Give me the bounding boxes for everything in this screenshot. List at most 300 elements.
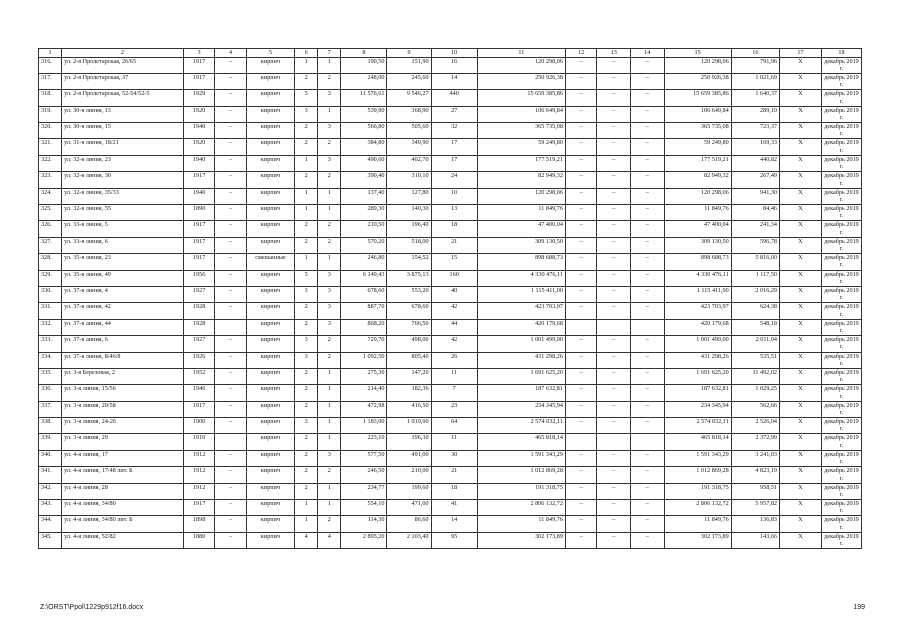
limit-cost-cell: Х (780, 319, 822, 335)
row-number-cell: 322. (39, 155, 62, 171)
year-renovated-cell: – (215, 336, 246, 352)
address-cell: ул. 37-я линия, 44 (62, 319, 184, 335)
table-row (39, 467, 862, 483)
header-row (39, 49, 862, 58)
completion-date-cell: декабрь 2019 г. (822, 172, 862, 188)
budget-share-2-cell: – (630, 401, 664, 417)
year-renovated-cell: – (215, 532, 246, 548)
year-built-cell: 1910 (183, 434, 214, 450)
row-number-cell: 340. (39, 450, 62, 466)
table-row (39, 418, 862, 434)
floors-cell: 1 (295, 57, 318, 73)
residents-cell: 18 (431, 483, 477, 499)
year-renovated-cell: – (215, 500, 246, 516)
fund-share-cell: – (565, 57, 596, 73)
owners-share-cell: 106 649,84 (664, 106, 731, 122)
living-area-cell: 368,90 (387, 106, 431, 122)
completion-date-cell: декабрь 2019 г. (822, 516, 862, 532)
completion-date-cell: декабрь 2019 г. (822, 188, 862, 204)
floors-cell: 3 (295, 336, 318, 352)
row-number-cell: 344. (39, 516, 62, 532)
unit-cost-cell: 1 117,50 (731, 270, 779, 286)
living-area-cell: 86,60 (387, 516, 431, 532)
completion-date-cell: декабрь 2019 г. (822, 352, 862, 368)
floors-cell: 2 (295, 434, 318, 450)
table-row (39, 286, 862, 302)
year-built-cell: 1900 (183, 418, 214, 434)
floors-cell: 1 (295, 516, 318, 532)
table-row (39, 319, 862, 335)
year-built-cell: 1898 (183, 516, 214, 532)
floors-cell: 2 (295, 172, 318, 188)
total-cost-cell: 302 173,89 (477, 532, 565, 548)
budget-share-2-cell: – (630, 254, 664, 270)
column-number-header: 16 (731, 49, 779, 58)
budget-share-1-cell (597, 434, 631, 450)
budget-share-1-cell: – (597, 221, 631, 237)
total-cost-cell: 106 649,84 (477, 106, 565, 122)
budget-share-1-cell: – (597, 90, 631, 106)
total-cost-cell: 191 318,75 (477, 483, 565, 499)
total-cost-cell: 420 179,68 (477, 319, 565, 335)
row-number-cell: 342. (39, 483, 62, 499)
unit-cost-cell: 267,49 (731, 172, 779, 188)
year-renovated-cell: – (215, 221, 246, 237)
table-row (39, 123, 862, 139)
table-row (39, 401, 862, 417)
total-area-cell: 246,50 (341, 467, 387, 483)
row-number-cell: 336. (39, 385, 62, 401)
table-row (39, 237, 862, 253)
completion-date-cell: декабрь 2019 г. (822, 221, 862, 237)
year-built-cell: 1917 (183, 73, 214, 89)
budget-share-2-cell: – (630, 123, 664, 139)
floors-cell: 2 (295, 237, 318, 253)
living-area-cell: 505,60 (387, 123, 431, 139)
completion-date-cell: декабрь 2019 г. (822, 450, 862, 466)
address-cell: ул. 33-я линия, 5 (62, 221, 184, 237)
row-number-cell: 319. (39, 106, 62, 122)
table-row (39, 188, 862, 204)
year-built-cell: 1917 (183, 254, 214, 270)
total-cost-cell: 2 574 032,11 (477, 418, 565, 434)
total-area-cell: 289,30 (341, 205, 387, 221)
unit-cost-cell: 241,34 (731, 221, 779, 237)
completion-date-cell: декабрь 2019 г. (822, 418, 862, 434)
budget-share-1-cell: – (597, 401, 631, 417)
floors-cell: 2 (295, 483, 318, 499)
address-cell: ул. 35-я линия, 49 (62, 270, 184, 286)
address-cell: ул. 35-я линия, 23 (62, 254, 184, 270)
year-renovated-cell: – (215, 237, 246, 253)
fund-share-cell: – (565, 221, 596, 237)
budget-share-1-cell (597, 319, 631, 335)
entrances-cell: 3 (318, 286, 341, 302)
column-number-header: 17 (780, 49, 822, 58)
budget-share-2-cell: – (630, 483, 664, 499)
total-cost-cell: 4 330 476,11 (477, 270, 565, 286)
limit-cost-cell: Х (780, 155, 822, 171)
owners-share-cell: 431 298,26 (664, 352, 731, 368)
limit-cost-cell: Х (780, 467, 822, 483)
living-area-cell: 196,30 (387, 434, 431, 450)
total-area-cell: 1 183,00 (341, 418, 387, 434)
budget-share-2-cell: – (630, 352, 664, 368)
floors-cell: 2 (295, 450, 318, 466)
unit-cost-cell: 562,66 (731, 401, 779, 417)
total-cost-cell: 898 688,73 (477, 254, 565, 270)
completion-date-cell: декабрь 2019 г. (822, 385, 862, 401)
address-cell: ул. 32-я линия, 35/33 (62, 188, 184, 204)
wall-material-cell: кирпич (246, 270, 294, 286)
living-area-cell: 416,50 (387, 401, 431, 417)
owners-share-cell: 177 519,21 (664, 155, 731, 171)
row-number-cell: 316. (39, 57, 62, 73)
completion-date-cell: декабрь 2019 г. (822, 319, 862, 335)
floors-cell: 3 (295, 106, 318, 122)
column-number-header: 2 (62, 49, 184, 58)
completion-date-cell: декабрь 2019 г. (822, 368, 862, 384)
total-area-cell: 248,00 (341, 73, 387, 89)
year-renovated-cell: – (215, 483, 246, 499)
owners-share-cell: 465 818,14 (664, 434, 731, 450)
table-row (39, 106, 862, 122)
budget-share-2-cell: – (630, 516, 664, 532)
living-area-cell: 3 875,13 (387, 270, 431, 286)
total-cost-cell: 309 130,50 (477, 237, 565, 253)
limit-cost-cell: Х (780, 237, 822, 253)
limit-cost-cell: Х (780, 336, 822, 352)
table-row (39, 336, 862, 352)
budget-share-2-cell: – (630, 270, 664, 286)
fund-share-cell: – (565, 516, 596, 532)
year-renovated-cell: – (215, 123, 246, 139)
unit-cost-cell: 3 241,03 (731, 450, 779, 466)
budget-share-1-cell: – (597, 500, 631, 516)
address-cell: ул. 4-я линия, 52/82 (62, 532, 184, 548)
entrances-cell: 3 (318, 123, 341, 139)
owners-share-cell: 898 688,73 (664, 254, 731, 270)
limit-cost-cell: Х (780, 434, 822, 450)
budget-share-1-cell: – (597, 205, 631, 221)
table-row (39, 221, 862, 237)
entrances-cell: 1 (318, 57, 341, 73)
total-cost-cell: 1 012 869,28 (477, 467, 565, 483)
table-row (39, 270, 862, 286)
address-program-table (38, 48, 862, 549)
entrances-cell: 3 (318, 155, 341, 171)
column-number-header: 7 (318, 49, 341, 58)
residents-cell: 16 (431, 57, 477, 73)
total-area-cell: 729,70 (341, 336, 387, 352)
unit-cost-cell: 84,46 (731, 205, 779, 221)
wall-material-cell: кирпич (246, 73, 294, 89)
limit-cost-cell: Х (780, 221, 822, 237)
wall-material-cell: кирпич (246, 336, 294, 352)
wall-material-cell: кирпич (246, 205, 294, 221)
column-number-header: 10 (431, 49, 477, 58)
budget-share-1-cell: – (597, 303, 631, 319)
total-cost-cell: 187 632,81 (477, 385, 565, 401)
column-number-header: 18 (822, 49, 862, 58)
wall-material-cell: кирпич (246, 401, 294, 417)
year-built-cell: 1927 (183, 336, 214, 352)
table-row (39, 172, 862, 188)
column-number-header: 5 (246, 49, 294, 58)
unit-cost-cell: 624,38 (731, 303, 779, 319)
entrances-cell: 1 (318, 483, 341, 499)
residents-cell: 27 (431, 106, 477, 122)
entrances-cell: 1 (318, 205, 341, 221)
table-row (39, 450, 862, 466)
limit-cost-cell: Х (780, 106, 822, 122)
unit-cost-cell: 136,83 (731, 516, 779, 532)
wall-material-cell: кирпич (246, 123, 294, 139)
table-row (39, 352, 862, 368)
completion-date-cell: декабрь 2019 г. (822, 139, 862, 155)
living-area-cell: 805,40 (387, 352, 431, 368)
budget-share-1-cell: – (597, 106, 631, 122)
budget-share-2-cell: – (630, 172, 664, 188)
unit-cost-cell: 440,82 (731, 155, 779, 171)
living-area-cell: 518,00 (387, 237, 431, 253)
wall-material-cell: кирпич (246, 286, 294, 302)
address-cell: ул. 30-я линия, 13 (62, 106, 184, 122)
residents-cell: 44 (431, 319, 477, 335)
budget-share-2-cell: – (630, 205, 664, 221)
floors-cell: 2 (295, 467, 318, 483)
fund-share-cell: – (565, 188, 596, 204)
wall-material-cell: кирпич (246, 467, 294, 483)
address-cell: ул. 4-я линия, 17/48 лит. Б (62, 467, 184, 483)
total-area-cell: 234,77 (341, 483, 387, 499)
fund-share-cell: – (565, 270, 596, 286)
fund-share-cell: – (565, 401, 596, 417)
entrances-cell: 1 (318, 434, 341, 450)
total-area-cell: 275,30 (341, 368, 387, 384)
entrances-cell: 2 (318, 352, 341, 368)
wall-material-cell: кирпич (246, 516, 294, 532)
address-cell: ул. 37-я линия, 6 (62, 336, 184, 352)
budget-share-1-cell: – (597, 155, 631, 171)
floors-cell: 1 (295, 155, 318, 171)
completion-date-cell: декабрь 2019 г. (822, 57, 862, 73)
total-area-cell: 114,30 (341, 516, 387, 532)
column-number-header: 15 (664, 49, 731, 58)
residents-cell: 17 (431, 155, 477, 171)
limit-cost-cell: Х (780, 418, 822, 434)
residents-cell: 95 (431, 532, 477, 548)
fund-share-cell (565, 319, 596, 335)
residents-cell: 13 (431, 205, 477, 221)
living-area-cell: 766,50 (387, 319, 431, 335)
entrances-cell: 3 (318, 450, 341, 466)
floors-cell: 5 (295, 90, 318, 106)
row-number-cell: 339. (39, 434, 62, 450)
year-renovated-cell: – (215, 57, 246, 73)
fund-share-cell: – (565, 336, 596, 352)
address-cell: ул. 4-я линия, 28 (62, 483, 184, 499)
wall-material-cell: кирпич (246, 483, 294, 499)
limit-cost-cell: Х (780, 532, 822, 548)
residents-cell: 41 (431, 500, 477, 516)
year-built-cell: 1917 (183, 500, 214, 516)
unit-cost-cell: 1 021,69 (731, 73, 779, 89)
residents-cell: 14 (431, 516, 477, 532)
fund-share-cell: – (565, 155, 596, 171)
row-number-cell: 338. (39, 418, 62, 434)
completion-date-cell: декабрь 2019 г. (822, 73, 862, 89)
entrances-cell: 3 (318, 90, 341, 106)
budget-share-2-cell: – (630, 57, 664, 73)
year-built-cell: 1912 (183, 467, 214, 483)
table-row (39, 434, 862, 450)
year-renovated-cell: – (215, 467, 246, 483)
owners-share-cell: 11 849,76 (664, 516, 731, 532)
year-renovated-cell: – (215, 254, 246, 270)
total-area-cell: 11 576,61 (341, 90, 387, 106)
residents-cell: 440 (431, 90, 477, 106)
fund-share-cell: – (565, 303, 596, 319)
budget-share-2-cell: – (630, 532, 664, 548)
fund-share-cell: – (565, 172, 596, 188)
floors-cell: 2 (295, 123, 318, 139)
budget-share-1-cell: – (597, 188, 631, 204)
owners-share-cell: 250 926,38 (664, 73, 731, 89)
row-number-cell: 318. (39, 90, 62, 106)
total-cost-cell: 1 691 625,20 (477, 368, 565, 384)
year-renovated-cell: – (215, 516, 246, 532)
budget-share-1-cell: – (597, 368, 631, 384)
year-built-cell: 1917 (183, 221, 214, 237)
entrances-cell: 1 (318, 368, 341, 384)
budget-share-2-cell: – (630, 450, 664, 466)
unit-cost-cell: 723,37 (731, 123, 779, 139)
total-cost-cell: 234 345,94 (477, 401, 565, 417)
entrances-cell: 2 (318, 221, 341, 237)
table-row (39, 483, 862, 499)
entrances-cell: 2 (318, 516, 341, 532)
total-cost-cell: 1 001 499,00 (477, 336, 565, 352)
residents-cell: 14 (431, 73, 477, 89)
budget-share-2-cell: – (630, 385, 664, 401)
year-built-cell: 1940 (183, 123, 214, 139)
total-cost-cell: 82 949,32 (477, 172, 565, 188)
owners-share-cell: 1 691 625,20 (664, 368, 731, 384)
budget-share-1-cell: – (597, 286, 631, 302)
fund-share-cell: – (565, 254, 596, 270)
total-area-cell: 868,20 (341, 319, 387, 335)
owners-share-cell: 302 173,89 (664, 532, 731, 548)
year-built-cell: 1952 (183, 368, 214, 384)
entrances-cell: 1 (318, 385, 341, 401)
wall-material-cell: кирпич (246, 532, 294, 548)
year-renovated-cell: – (215, 418, 246, 434)
total-area-cell: 390,40 (341, 172, 387, 188)
budget-share-1-cell: – (597, 270, 631, 286)
table-row (39, 90, 862, 106)
living-area-cell: 553,20 (387, 286, 431, 302)
floors-cell: 2 (295, 73, 318, 89)
document-file-path: Z:\ORST\Ppol\1229p912f16.docx (40, 604, 144, 611)
row-number-cell: 341. (39, 467, 62, 483)
total-area-cell: 210,50 (341, 221, 387, 237)
living-area-cell: 151,90 (387, 57, 431, 73)
table-row (39, 57, 862, 73)
table-row (39, 385, 862, 401)
unit-cost-cell: 169,33 (731, 139, 779, 155)
year-renovated-cell: – (215, 172, 246, 188)
residents-cell: 24 (431, 172, 477, 188)
wall-material-cell: кирпич (246, 385, 294, 401)
row-number-cell: 329. (39, 270, 62, 286)
table-row (39, 303, 862, 319)
year-built-cell: 1920 (183, 139, 214, 155)
budget-share-2-cell: – (630, 221, 664, 237)
table-row (39, 532, 862, 548)
total-area-cell: 1 092,50 (341, 352, 387, 368)
row-number-cell: 317. (39, 73, 62, 89)
living-area-cell: 210,00 (387, 467, 431, 483)
residents-cell: 64 (431, 418, 477, 434)
total-area-cell: 137,40 (341, 188, 387, 204)
year-built-cell: 1929 (183, 90, 214, 106)
limit-cost-cell: Х (780, 139, 822, 155)
budget-share-1-cell: – (597, 139, 631, 155)
address-cell: ул. 3-я линия, 24-26 (62, 418, 184, 434)
residents-cell: 26 (431, 352, 477, 368)
budget-share-1-cell: – (597, 450, 631, 466)
limit-cost-cell: Х (780, 516, 822, 532)
unit-cost-cell: 2 011,04 (731, 336, 779, 352)
year-renovated-cell: – (215, 368, 246, 384)
address-cell: ул. 3-я линия, 29 (62, 434, 184, 450)
completion-date-cell: декабрь 2019 г. (822, 254, 862, 270)
row-number-cell: 326. (39, 221, 62, 237)
entrances-cell: 2 (318, 172, 341, 188)
owners-share-cell: 1 591 343,29 (664, 450, 731, 466)
table-row (39, 516, 862, 532)
floors-cell: 2 (295, 401, 318, 417)
residents-cell: 10 (431, 188, 477, 204)
budget-share-2-cell: – (630, 106, 664, 122)
year-renovated-cell: – (215, 139, 246, 155)
limit-cost-cell: Х (780, 172, 822, 188)
residents-cell: 7 (431, 385, 477, 401)
fund-share-cell: – (565, 90, 596, 106)
residents-cell: 21 (431, 237, 477, 253)
year-renovated-cell: – (215, 205, 246, 221)
limit-cost-cell: Х (780, 57, 822, 73)
row-number-cell: 321. (39, 139, 62, 155)
year-renovated-cell: – (215, 401, 246, 417)
budget-share-1-cell: – (597, 237, 631, 253)
residents-cell: 11 (431, 368, 477, 384)
budget-share-2-cell (630, 434, 664, 450)
residents-cell: 18 (431, 221, 477, 237)
address-cell: ул. 2-я Пролетарская, 37 (62, 73, 184, 89)
residents-cell: 160 (431, 270, 477, 286)
wall-material-cell: смешанные (246, 254, 294, 270)
entrances-cell: 1 (318, 254, 341, 270)
address-cell: ул. 3-я линия, 20/58 (62, 401, 184, 417)
floors-cell: 2 (295, 319, 318, 335)
column-number-header: 8 (341, 49, 387, 58)
column-number-header: 3 (183, 49, 214, 58)
total-cost-cell: 431 298,26 (477, 352, 565, 368)
row-number-cell: 334. (39, 352, 62, 368)
fund-share-cell: – (565, 532, 596, 548)
